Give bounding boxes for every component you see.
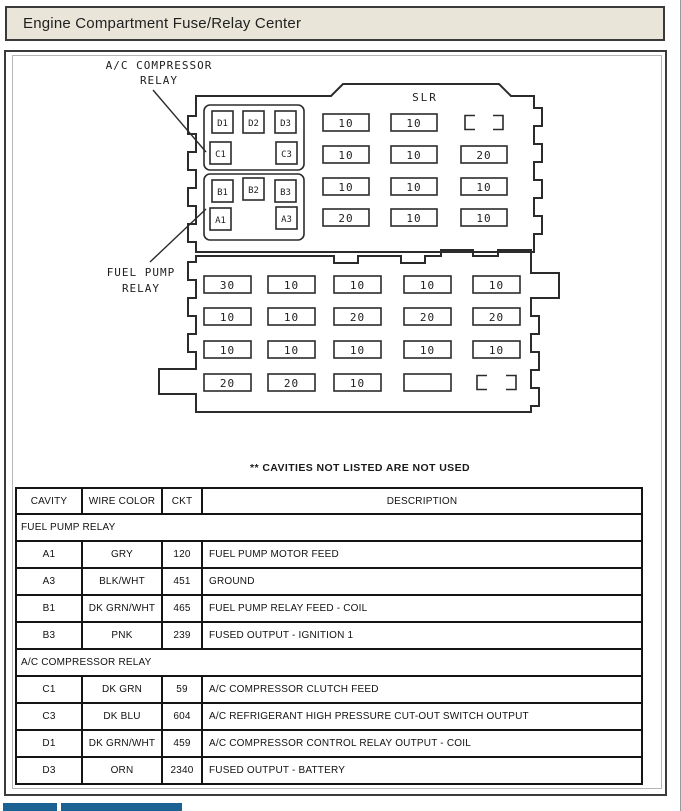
fuse-amp-rating: 10 — [406, 149, 422, 162]
relay-cavity-label: C1 — [215, 150, 226, 160]
upper-fuse-box-outline — [188, 84, 542, 252]
fuse-amp-rating: 20 — [349, 311, 366, 324]
section-row — [16, 514, 642, 541]
footer-button-1[interactable] — [3, 803, 57, 811]
relay-cavity-label: B3 — [280, 188, 291, 198]
table-row — [16, 757, 642, 784]
value-cell: 2340 — [162, 757, 202, 784]
fuse-amp-rating: 20 — [419, 311, 436, 324]
ac-compressor-relay-label: A/C COMPRESSOR — [105, 59, 213, 72]
fuse-amp-rating: 10 — [219, 344, 236, 357]
empty-cavity-bracket — [493, 116, 503, 130]
fuse-amp-rating: 20 — [338, 212, 354, 225]
fuse-amp-rating: 10 — [338, 181, 354, 194]
description-cell: A/C REFRIGERANT HIGH PRESSURE CUT-OUT SWITCH OUTPUT — [202, 703, 642, 730]
fuse-amp-rating: 10 — [338, 117, 354, 130]
table-row — [16, 541, 642, 568]
description-cell: A/C COMPRESSOR CONTROL RELAY OUTPUT - COIL — [202, 730, 642, 757]
fuel-pump-relay-label: FUEL PUMP — [106, 266, 176, 279]
value-cell: C1 — [16, 676, 82, 703]
fuse-amp-rating: 10 — [406, 117, 422, 130]
fuse-amp-rating: 10 — [349, 344, 366, 357]
value-cell: A3 — [16, 568, 82, 595]
ac-compressor-relay-label-2: RELAY — [139, 74, 179, 87]
value-cell: 604 — [162, 703, 202, 730]
column-header: DESCRIPTION — [202, 488, 642, 514]
description-cell: FUEL PUMP RELAY FEED - COIL — [202, 595, 642, 622]
relay-cavity-label: C3 — [281, 150, 292, 160]
table-row — [16, 595, 642, 622]
value-cell: PNK — [82, 622, 162, 649]
fuse-amp-rating: 10 — [283, 311, 300, 324]
relay-cavity-label: A3 — [281, 215, 292, 225]
fuse-table — [15, 487, 643, 785]
fuse-amp-rating: 10 — [476, 181, 492, 194]
relay-cavity-label: D3 — [280, 119, 291, 129]
relay-cavity-label: B1 — [217, 188, 228, 198]
fuse-amp-rating: 10 — [476, 212, 492, 225]
value-cell: DK GRN — [82, 676, 162, 703]
cavities-note: ** CAVITIES NOT LISTED ARE NOT USED — [250, 462, 470, 474]
value-cell: 59 — [162, 676, 202, 703]
fuse-slot — [404, 374, 451, 391]
table-header-row — [16, 488, 642, 514]
ac-relay-block — [204, 105, 304, 170]
fuse-amp-rating: 10 — [338, 149, 354, 162]
ac-relay-leader-line — [153, 90, 206, 152]
value-cell: 120 — [162, 541, 202, 568]
column-header: WIRE COLOR — [82, 488, 162, 514]
value-cell: 459 — [162, 730, 202, 757]
section-title: A/C COMPRESSOR RELAY — [16, 649, 642, 676]
value-cell: DK GRN/WHT — [82, 595, 162, 622]
fuse-amp-rating: 20 — [488, 311, 505, 324]
fuse-amp-rating: 10 — [219, 311, 236, 324]
relay-cavity-label: D1 — [217, 119, 228, 129]
column-header: CAVITY — [16, 488, 82, 514]
fuel-pump-leader-line — [150, 209, 206, 262]
description-cell: FUSED OUTPUT - BATTERY — [202, 757, 642, 784]
value-cell: DK BLU — [82, 703, 162, 730]
fuse-amp-rating: 10 — [406, 181, 422, 194]
fuse-amp-rating: 10 — [349, 377, 366, 390]
value-cell: C3 — [16, 703, 82, 730]
description-cell: FUSED OUTPUT - IGNITION 1 — [202, 622, 642, 649]
fuse-amp-rating: 10 — [406, 212, 422, 225]
relay-cavity-label: A1 — [215, 216, 226, 226]
value-cell: ORN — [82, 757, 162, 784]
relay-cavity-label: D2 — [248, 119, 259, 129]
value-cell: DK GRN/WHT — [82, 730, 162, 757]
header-bar — [5, 6, 665, 41]
table-row — [16, 622, 642, 649]
fuse-amp-rating: 20 — [283, 377, 300, 390]
empty-cavity-bracket — [465, 116, 475, 130]
section-title: FUEL PUMP RELAY — [16, 514, 642, 541]
fuse-amp-rating: 10 — [283, 279, 300, 292]
fuse-amp-rating: 20 — [219, 377, 236, 390]
footer-button-2[interactable] — [61, 803, 182, 811]
fuse-amp-rating: 10 — [419, 279, 436, 292]
fuse-amp-rating: 10 — [419, 344, 436, 357]
value-cell: B3 — [16, 622, 82, 649]
content-panel — [4, 50, 667, 796]
table-row — [16, 568, 642, 595]
empty-cavity-bracket — [506, 376, 516, 390]
fuse-amp-rating: 20 — [476, 149, 492, 162]
fuse-amp-rating: 10 — [349, 279, 366, 292]
fuse-amp-rating: 10 — [488, 344, 505, 357]
value-cell: 451 — [162, 568, 202, 595]
fuse-amp-rating: 10 — [283, 344, 300, 357]
value-cell: GRY — [82, 541, 162, 568]
scan-area — [12, 55, 662, 789]
table-row — [16, 730, 642, 757]
column-header: CKT — [162, 488, 202, 514]
relay-cavity-label: B2 — [248, 186, 259, 196]
description-cell: GROUND — [202, 568, 642, 595]
value-cell: 239 — [162, 622, 202, 649]
table-row — [16, 703, 642, 730]
slr-label: SLR — [412, 91, 438, 104]
table-row — [16, 676, 642, 703]
fuse-amp-rating: 30 — [219, 279, 236, 292]
value-cell: B1 — [16, 595, 82, 622]
description-cell: FUEL PUMP MOTOR FEED — [202, 541, 642, 568]
value-cell: D1 — [16, 730, 82, 757]
value-cell: 465 — [162, 595, 202, 622]
fuse-box-diagram — [13, 56, 663, 464]
section-row — [16, 649, 642, 676]
empty-cavity-bracket — [477, 376, 487, 390]
fuel-pump-relay-label-2: RELAY — [121, 282, 161, 295]
value-cell: BLK/WHT — [82, 568, 162, 595]
page-title: Engine Compartment Fuse/Relay Center — [23, 15, 302, 32]
fuse-amp-rating: 10 — [488, 279, 505, 292]
value-cell: A1 — [16, 541, 82, 568]
value-cell: D3 — [16, 757, 82, 784]
description-cell: A/C COMPRESSOR CLUTCH FEED — [202, 676, 642, 703]
